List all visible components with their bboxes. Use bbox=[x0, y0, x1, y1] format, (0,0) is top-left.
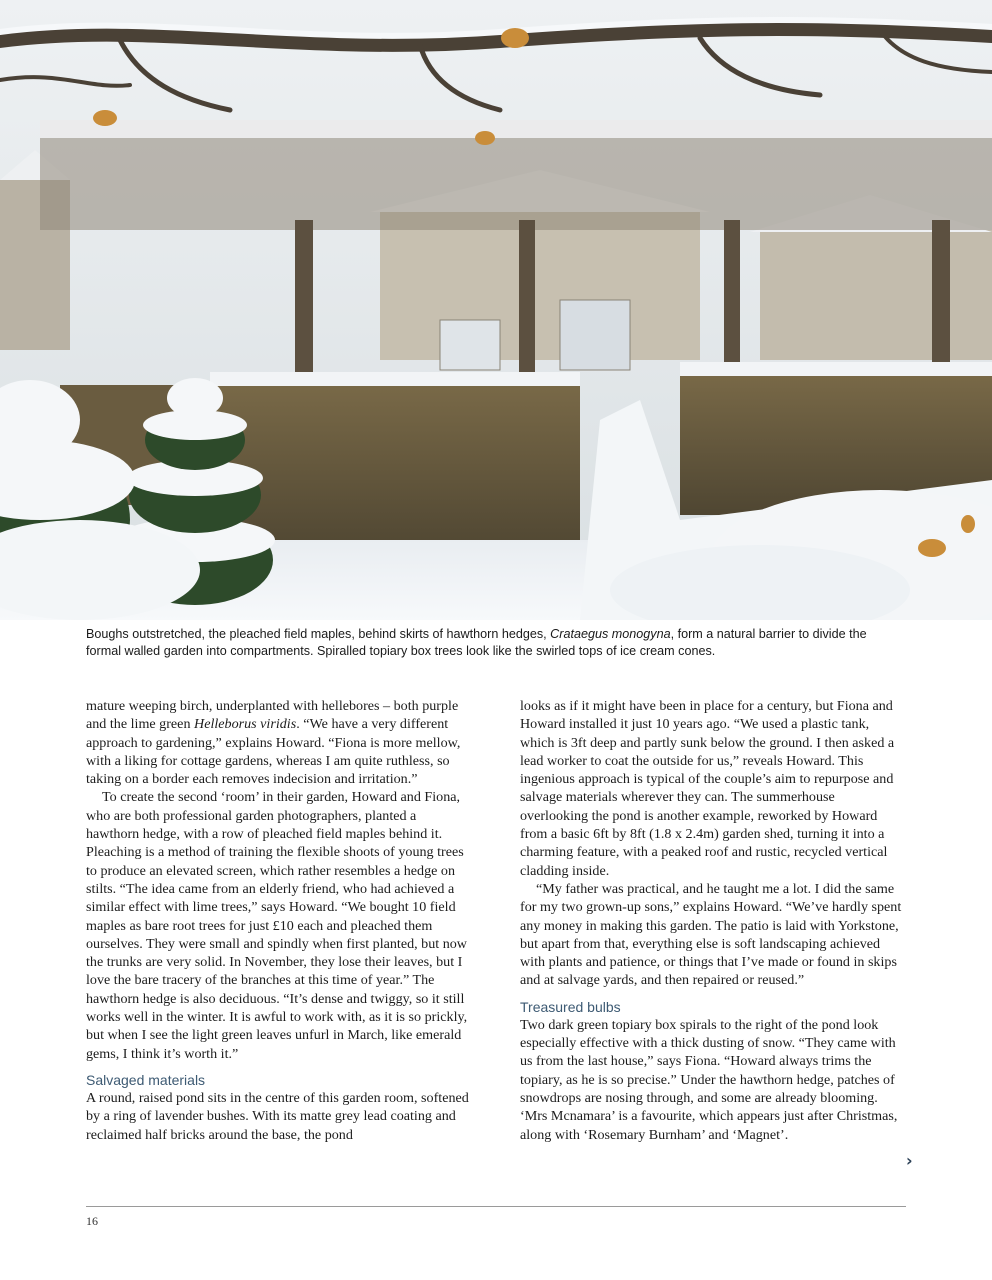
right-column bbox=[520, 697, 905, 1144]
pleached-canopy bbox=[40, 120, 992, 230]
right-paragraph-3: Two dark green topiary box spirals to the right of the pond look especially effective with a thick dusting of snow. “They came with us from the last house,” says Fiona. “Howard always trims the topiary, as he is so precise.” Under the hawthorn hedge, patches of snowdrops are nosing through, and some are already blooming. ‘Mrs Mcnamara’ is a favourite, which appears just after Christmas, along with ‘Rosemary Burnham’ and ‘Magnet’. bbox=[520, 1016, 898, 1143]
right-paragraph-1: looks as if it might have been in place for a century, but Fiona and Howard installed it just 10 years ago. “We used a plastic tank, which is 3ft deep and partly sunk below the ground. I then asked a lead worker to coat the outside for us,” reveals Howard. This ingenious approach is typical of the couple’s aim to repurpose and salvage materials wherever they can. The summerhouse overlooking the pond is another example, reworked by Howard from a basic 6ft by 8ft (1.8 x 2.4m) garden shed, turning it into a charming feature, with a peaked roof and rustic, recycled vertical cladding inside. bbox=[520, 698, 895, 879]
caption-text: Boughs outstretched, the pleached field maples, behind skirts of hawthorn hedges, Crataegus monogyna, form a natural barrier to divide the formal walled garden into compartments. Spiralled topiary box trees look like the swirled tops of ice cream cones. bbox=[86, 627, 867, 658]
right-paragraph-2: “My father was practical, and he taught me a lot. I did the same for my two grown-up sons,” explains Howard. “We’ve hardly spent any money in making this garden. The patio is laid with Yorkstone, but apart from that, everything else is soft landscaping achieved with plants and patience, or things that I’ve made or found in skips and at salvage yards, and then repaired or reused.” bbox=[520, 880, 902, 989]
left-paragraph-3: A round, raised pond sits in the centre of this garden room, softened by a ring of lavender bushes. With its matte grey lead coating and reclaimed half bricks around the base, the pond bbox=[86, 1089, 469, 1143]
subheading-salvaged-materials: Salvaged materials bbox=[86, 1071, 206, 1088]
latin-name-helleborus: Helleborus viridis bbox=[194, 716, 297, 733]
left-paragraph-1: mature weeping birch, underplanted with hellebores – both purple and the lime green Helleborus viridis. “We have a very different approach to gardening,” explains Howard. “Fiona is more mellow, with a liking for cottage gardens, whereas I am quite ruthless, so taking on a border each removes indecision and irritation.” bbox=[86, 698, 461, 788]
snowy-garden-illustration bbox=[0, 0, 992, 620]
caption-latin-name: Crataegus monogyna bbox=[550, 627, 671, 641]
photo-caption bbox=[86, 626, 886, 660]
left-paragraph-2: To create the second ‘room’ in their garden, Howard and Fiona, who are both professional garden photographers, planted a hawthorn hedge, with a row of pleached field maples behind it. Pleaching is a method of training the flexible shoots of young trees to produce an elevated screen, which rather resembles a hedge on stilts. “The idea came from an elderly friend, who had achieved a similar effect with lime trees,” says Howard. “We bought 10 field maples as bare root trees for just £10 each and pleached them ourselves. They were small and spindly when first planted, but now the trunks are very solid. In November, they lose their leaves, but I love the bare tracery of the branches at this time of year.” The hawthorn hedge is also deciduous. “It’s dense and twiggy, so it still works well in the winter. It is awful to work with, as it is so prickly, but when I see the light green leaves unfurl in March, like emerald gems, I think it’s worth it.” bbox=[86, 789, 468, 1062]
garden-photo bbox=[0, 0, 992, 620]
left-column bbox=[86, 697, 471, 1144]
subheading-treasured-bulbs: Treasured bulbs bbox=[520, 998, 621, 1015]
footer-divider bbox=[86, 1206, 906, 1207]
page-number: 16 bbox=[86, 1214, 98, 1228]
chevron-right-icon[interactable]: › bbox=[906, 1151, 913, 1170]
